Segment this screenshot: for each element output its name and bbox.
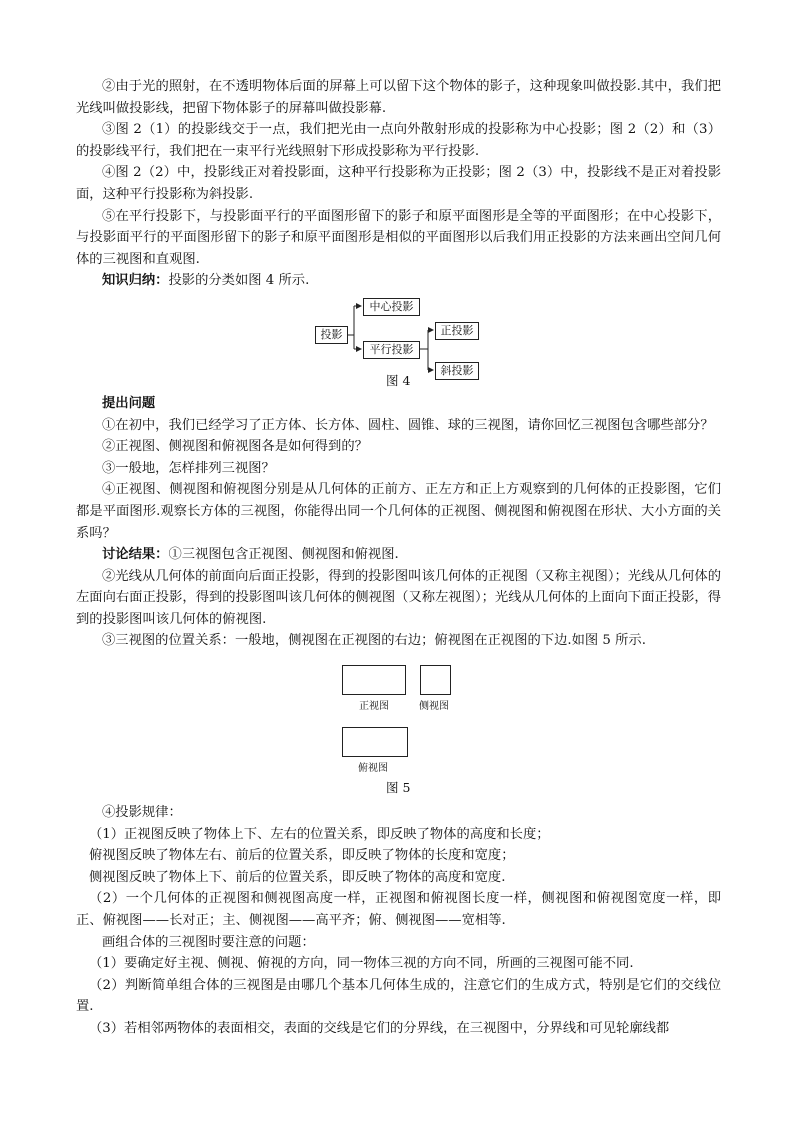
front-view-rect [342,665,406,695]
note-item: （3）若相邻两物体的表面相交，表面的交线是它们的分界线，在三视图中，分界线和可见轮廓线都 [89,1021,670,1036]
question-item: ①在初中，我们已经学习了正方体、长方体、圆柱、圆锥、球的三视图，请你回忆三视图包含哪些部分？ [102,417,714,433]
node-oblique-projection: 斜投影 [435,362,479,380]
knowledge-text: 投影的分类如图 4 所示. [168,273,310,289]
knowledge-label: 知识归纳： [102,273,169,289]
side-view-rect [420,665,451,695]
node-projection: 投影 [315,326,348,344]
notes-heading: 画组合体的三视图时要注意的问题： [102,934,315,950]
rule-item: 侧视图反映了物体上下、前后的位置关系，即反映了物体的高度和宽度. [89,869,506,885]
top-view-label: 俯视图 [358,763,388,775]
discussion-label: 讨论结果： [102,547,169,563]
discussion-first: ①三视图包含正视图、侧视图和俯视图. [168,547,399,563]
rule-item: 俯视图反映了物体左右、前后的位置关系，即反映了物体的长度和宽度； [89,848,515,864]
figure-4-caption: 图 4 [386,372,411,388]
figure-4-projection-tree [76,294,721,390]
question-item: ④正视图、侧视图和俯视图分别是从几何体的正前方、正左方和正上方观察到的几何体的正投影图，它们都是平面图形.观察长方体的三视图，你能得出同一个几何体的正视图、侧视图和俯视图在形状、大小方面的关系吗？ [76,482,721,541]
discussion-item: ②光线从几何体的前面向后面正投影，得到的投影图叫该几何体的正视图（又称主视图）；光线从几何体的左面向右面正投影，得到的投影图叫该几何体的侧视图（又称左视图）；光线从几何体的上面向下面正投影，得到的投影图叫该几何体的俯视图. [76,568,721,627]
knowledge-summary [76,270,721,292]
figure-5-caption: 图 5 [386,780,411,796]
note-item: （2）判断简单组合体的三视图是由哪几个基本几何体生成的，注意它们的生成方式，特别是它们的交线位置. [76,977,721,1015]
rules-heading: ④投影规律： [102,805,182,821]
paragraph: ③图 2（1）的投影线交于一点，我们把光由一点向外散射形成的投影称为中心投影；图 2（2）和（3）的投影线平行，我们把在一束平行光线照射下形成投影称为平行投影. [76,122,721,159]
node-central-projection: 中心投影 [363,298,420,316]
node-orthographic-projection: 正投影 [435,322,479,340]
paragraph: ⑤在平行投影下，与投影面平行的平面图形留下的影子和原平面图形是全等的平面图形；在中心投影下，与投影面平行的平面图形留下的影子和原平面图形是相似的平面图形以后我们用正投影的方法来画出空间几何体的三视图和直观图. [76,208,721,267]
rule-item: （1）正视图反映了物体上下、左右的位置关系，即反映了物体的高度和长度； [89,826,550,842]
paragraph: ④图 2（2）中，投影线正对着投影面，这种平行投影称为正投影；图 2（3）中，投影线不是正对着投影面，这种平行投影称为斜投影. [76,165,721,202]
figure-5-three-views [76,660,721,798]
node-parallel-projection: 平行投影 [363,341,420,359]
discussion-result [76,544,721,566]
note-item: （1）要确定好主视、侧视、俯视的方向，同一物体三视的方向不同，所画的三视图可能不同. [89,956,634,972]
question-item: ③一般地，怎样排列三视图？ [102,460,275,476]
document-page [76,76,721,1040]
rule-item: （2）一个几何体的正视图和侧视图高度一样，正视图和俯视图长度一样，侧视图和俯视图宽度一样，即正、俯视图——长对正；主、侧视图——高平齐；俯、侧视图——宽相等. [76,891,721,929]
paragraph: ②由于光的照射，在不透明物体后面的屏幕上可以留下这个物体的影子，这种现象叫做投影.其中，我们把光线叫做投影线，把留下物体影子的屏幕叫做投影幕. [76,79,721,116]
discussion-item: ③三视图的位置关系：一般地，侧视图在正视图的右边；俯视图在正视图的下边.如图 5 所示. [102,633,646,649]
question-item: ②正视图、侧视图和俯视图各是如何得到的？ [102,439,368,455]
front-view-label: 正视图 [359,701,389,713]
question-heading: 提出问题 [102,395,156,411]
top-view-rect [342,727,408,757]
side-view-label: 侧视图 [419,701,449,713]
